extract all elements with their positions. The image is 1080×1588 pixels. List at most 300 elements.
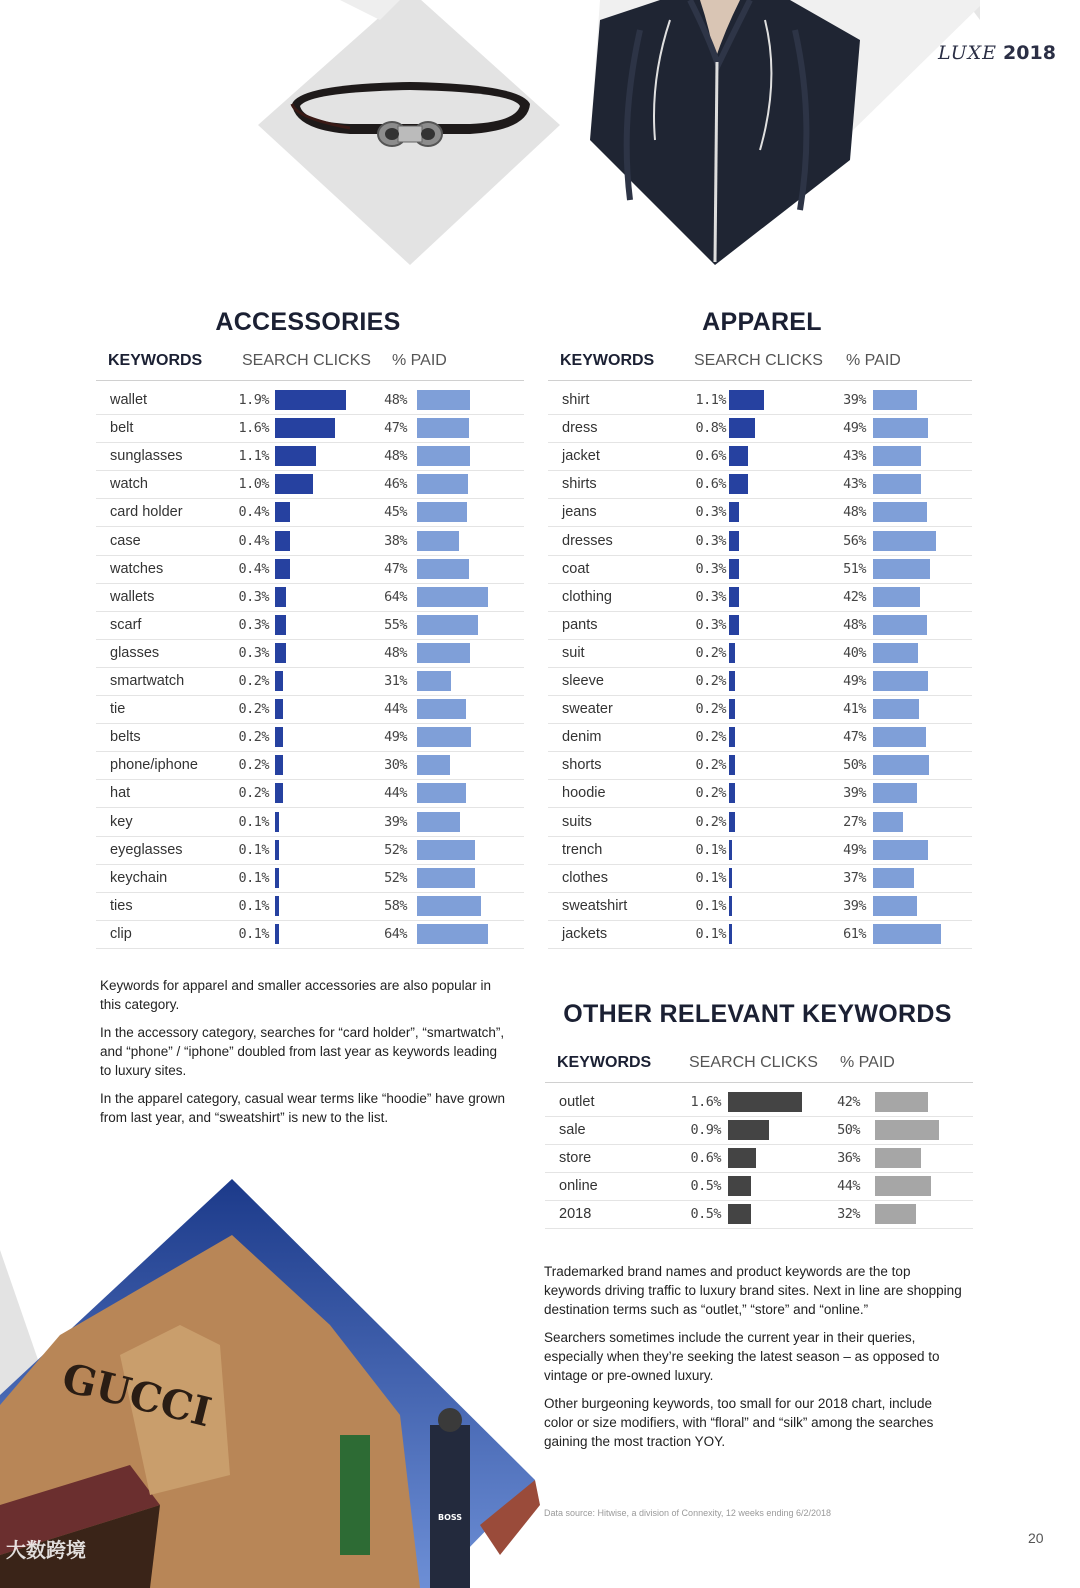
keyword-cell: sleeve: [562, 673, 604, 689]
jacket-photo: [560, 0, 980, 280]
paid-bar: [417, 727, 471, 747]
paid-bar: [873, 783, 917, 803]
search-clicks-bar: [275, 390, 346, 410]
keyword-cell: key: [110, 813, 133, 830]
accessories-title: ACCESSORIES: [215, 308, 401, 336]
search-clicks-bar: [275, 812, 279, 832]
search-clicks-cell: 0.6%: [695, 448, 726, 465]
keyword-cell: dresses: [562, 532, 613, 549]
search-clicks-bar: [729, 474, 748, 494]
keyword-cell: 2018: [559, 1206, 592, 1223]
right-paragraph: Trademarked brand names and product keywords are the top keywords driving traffic to luxury brand sites. Next in line are shopping destination terms such as “outlet,” “store” and “online.”: [544, 1264, 962, 1317]
paid-bar: [417, 531, 459, 551]
paid-cell: 56%: [843, 532, 866, 549]
search-clicks-cell: 0.2%: [238, 785, 269, 802]
paid-bar: [417, 446, 470, 466]
keyword-cell: pants: [562, 616, 598, 633]
search-clicks-cell: 0.9%: [690, 1122, 721, 1139]
paid-cell: 49%: [384, 729, 407, 746]
search-clicks-bar: [728, 1092, 802, 1112]
search-clicks-bar: [275, 783, 283, 803]
keyword-cell: case: [110, 532, 141, 549]
keyword-cell: clip: [110, 925, 132, 942]
search-clicks-bar: [728, 1148, 756, 1168]
paid-bar: [873, 699, 919, 719]
paid-bar: [873, 643, 918, 663]
search-clicks-cell: 0.3%: [695, 616, 726, 633]
table-row: [548, 498, 972, 527]
search-clicks-bar: [729, 924, 732, 944]
paid-cell: 64%: [384, 925, 407, 942]
gucci-sign: GUCCI: [57, 1354, 216, 1437]
paid-bar: [417, 896, 481, 916]
paid-bar: [873, 671, 928, 691]
search-clicks-cell: 0.5%: [690, 1206, 721, 1223]
keyword-cell: hat: [110, 785, 131, 802]
search-clicks-cell: 0.1%: [238, 813, 269, 830]
table-row: [548, 779, 972, 808]
other-keywords-title: OTHER RELEVANT KEYWORDS: [563, 1000, 952, 1028]
table-row: [545, 1172, 973, 1201]
keyword-cell: ties: [110, 897, 133, 914]
column-header-keywords: KEYWORDS: [557, 1054, 652, 1071]
search-clicks-cell: 0.2%: [695, 785, 726, 802]
table-row: [96, 920, 524, 949]
table-row: [96, 892, 524, 921]
keyword-cell: phone/iphone: [110, 757, 198, 774]
search-clicks-cell: 0.1%: [238, 869, 269, 886]
paid-bar: [873, 812, 903, 832]
paid-bar: [875, 1148, 921, 1168]
search-clicks-bar: [728, 1204, 751, 1224]
paid-bar: [875, 1204, 916, 1224]
column-header-keywords: KEYWORDS: [560, 352, 655, 369]
paid-cell: 44%: [384, 785, 407, 802]
search-clicks-bar: [275, 418, 335, 438]
search-clicks-cell: 0.2%: [695, 701, 726, 718]
search-clicks-cell: 0.2%: [238, 701, 269, 718]
paid-bar: [417, 474, 468, 494]
search-clicks-cell: 0.2%: [695, 729, 726, 746]
paid-cell: 47%: [384, 560, 407, 577]
search-clicks-cell: 0.4%: [238, 560, 269, 577]
paid-cell: 47%: [843, 729, 866, 746]
search-clicks-bar: [275, 671, 283, 691]
paid-cell: 39%: [843, 392, 866, 408]
search-clicks-cell: 0.1%: [695, 897, 726, 914]
paid-cell: 31%: [384, 673, 407, 689]
keyword-cell: coat: [562, 560, 590, 577]
search-clicks-cell: 1.0%: [238, 476, 269, 493]
search-clicks-cell: 0.2%: [695, 644, 726, 661]
paid-cell: 37%: [843, 869, 866, 886]
belt-photo: [0, 0, 560, 280]
table-row: [545, 1088, 973, 1117]
paid-cell: 40%: [843, 644, 866, 661]
paid-bar: [417, 812, 460, 832]
table-row: [548, 920, 972, 949]
search-clicks-bar: [275, 615, 286, 635]
search-clicks-cell: 0.3%: [695, 588, 726, 605]
brand-year: 2018: [1003, 42, 1056, 64]
table-row: [96, 498, 524, 527]
paid-bar: [417, 755, 450, 775]
right-paragraph: Searchers sometimes include the current year in their queries, especially when they’re seeking the latest season – as opposed to vintage or pre-owned luxury.: [544, 1330, 940, 1383]
paid-bar: [873, 896, 917, 916]
search-clicks-bar: [729, 727, 735, 747]
data-source-note: Data source: Hitwise, a division of Connexity, 12 weeks ending 6/2/2018: [544, 1508, 831, 1518]
keyword-cell: hoodie: [562, 785, 606, 802]
search-clicks-bar: [275, 502, 290, 522]
table-row: [548, 723, 972, 752]
search-clicks-cell: 0.2%: [238, 757, 269, 774]
search-clicks-bar: [729, 615, 739, 635]
search-clicks-bar: [729, 671, 735, 691]
paid-cell: 32%: [837, 1206, 860, 1223]
table-row: [96, 442, 524, 471]
keyword-cell: sale: [559, 1122, 586, 1139]
page-number: 20: [1028, 1530, 1044, 1546]
paid-cell: 39%: [843, 785, 866, 802]
paid-cell: 52%: [384, 841, 407, 858]
column-header-search-clicks: SEARCH CLICKS: [694, 352, 823, 369]
search-clicks-bar: [729, 868, 732, 888]
column-header-search-clicks: SEARCH CLICKS: [689, 1054, 818, 1071]
table-row: [96, 386, 524, 415]
search-clicks-cell: 0.6%: [690, 1150, 721, 1167]
paid-bar: [873, 446, 921, 466]
right-paragraph: Other burgeoning keywords, too small for our 2018 chart, include color or size modifiers, with “floral” and “silk” among the searches gaining the most traction YOY.: [544, 1396, 934, 1449]
table-row: [548, 611, 972, 640]
keyword-cell: trench: [562, 841, 603, 858]
search-clicks-bar: [275, 896, 279, 916]
search-clicks-bar: [275, 755, 283, 775]
search-clicks-bar: [729, 587, 739, 607]
paid-cell: 42%: [843, 588, 866, 605]
search-clicks-cell: 0.3%: [238, 588, 269, 605]
paid-cell: 30%: [384, 757, 407, 774]
header-divider: [545, 1082, 973, 1083]
table-row: [96, 667, 524, 696]
search-clicks-cell: 0.2%: [695, 673, 726, 689]
brand-name: LUXE: [938, 42, 997, 64]
paid-cell: 48%: [384, 448, 407, 465]
keyword-cell: clothes: [562, 869, 608, 886]
paid-cell: 47%: [384, 420, 407, 437]
search-clicks-cell: 0.4%: [238, 504, 269, 521]
table-row: [96, 751, 524, 780]
boss-sign: BOSS: [438, 1513, 463, 1522]
keyword-cell: sunglasses: [110, 448, 183, 465]
paid-bar: [873, 502, 927, 522]
keyword-cell: suits: [562, 813, 592, 830]
table-row: [548, 864, 972, 893]
paid-cell: 43%: [843, 448, 866, 465]
search-clicks-bar: [729, 783, 735, 803]
search-clicks-bar: [275, 699, 283, 719]
search-clicks-cell: 1.1%: [695, 392, 726, 408]
paid-bar: [417, 615, 478, 635]
paid-bar: [873, 474, 921, 494]
paid-bar: [417, 924, 488, 944]
paid-bar: [417, 868, 475, 888]
paid-cell: 50%: [843, 757, 866, 774]
paid-bar: [417, 418, 469, 438]
table-row: [548, 414, 972, 443]
paid-bar: [417, 699, 466, 719]
paid-cell: 58%: [384, 897, 407, 914]
keyword-cell: jeans: [562, 504, 597, 521]
keyword-cell: store: [559, 1150, 592, 1167]
keyword-cell: jackets: [562, 925, 608, 942]
paid-cell: 44%: [837, 1178, 860, 1195]
paid-bar: [873, 559, 930, 579]
search-clicks-cell: 0.4%: [238, 532, 269, 549]
table-row: [548, 442, 972, 471]
table-row: [548, 836, 972, 865]
paid-cell: 48%: [384, 392, 407, 408]
search-clicks-cell: 0.1%: [238, 925, 269, 942]
table-row: [548, 667, 972, 696]
paid-cell: 42%: [837, 1094, 860, 1110]
search-clicks-cell: 0.1%: [238, 897, 269, 914]
paid-bar: [873, 840, 928, 860]
keyword-cell: denim: [562, 729, 602, 746]
keyword-cell: glasses: [110, 644, 160, 661]
keyword-cell: shorts: [562, 757, 602, 774]
table-row: [96, 639, 524, 668]
paid-cell: 50%: [837, 1122, 860, 1139]
search-clicks-bar: [275, 727, 283, 747]
table-row: [96, 695, 524, 724]
paid-cell: 45%: [384, 504, 407, 521]
keyword-cell: dress: [562, 420, 598, 437]
table-row: [96, 414, 524, 443]
paid-bar: [417, 502, 467, 522]
left-paragraph: In the accessory category, searches for “card holder”, “smartwatch”, and “phone” / “iphone” doubled from last year as keywords leading to luxury sites.: [100, 1025, 505, 1078]
keyword-cell: shirt: [562, 392, 590, 408]
table-row: [96, 583, 524, 612]
keyword-cell: watches: [110, 560, 164, 577]
search-clicks-cell: 1.6%: [690, 1094, 721, 1110]
search-clicks-bar: [728, 1120, 769, 1140]
search-clicks-cell: 0.3%: [695, 560, 726, 577]
table-row: [548, 892, 972, 921]
paid-cell: 41%: [843, 701, 866, 718]
search-clicks-bar: [729, 559, 739, 579]
search-clicks-bar: [729, 699, 735, 719]
paid-cell: 55%: [384, 616, 407, 633]
paid-cell: 38%: [384, 532, 407, 549]
paid-bar: [417, 643, 470, 663]
search-clicks-cell: 0.1%: [238, 841, 269, 858]
keyword-cell: belt: [110, 420, 134, 437]
keyword-cell: eyeglasses: [110, 841, 183, 858]
search-clicks-bar: [729, 755, 735, 775]
search-clicks-bar: [728, 1176, 751, 1196]
paid-cell: 46%: [384, 476, 407, 493]
search-clicks-bar: [729, 502, 739, 522]
paid-cell: 49%: [843, 841, 866, 858]
header-divider: [548, 380, 972, 381]
paid-bar: [417, 390, 470, 410]
table-row: [96, 555, 524, 584]
keyword-cell: online: [559, 1178, 598, 1195]
search-clicks-cell: 0.3%: [238, 616, 269, 633]
keyword-cell: wallet: [110, 392, 148, 408]
column-header-paid: % PAID: [846, 352, 901, 369]
keyword-cell: watch: [110, 476, 148, 493]
search-clicks-bar: [275, 587, 286, 607]
left-paragraph: Keywords for apparel and smaller accessories are also popular in this category.: [100, 978, 491, 1012]
search-clicks-bar: [729, 390, 764, 410]
keyword-cell: shirts: [562, 476, 597, 493]
search-clicks-bar: [275, 446, 316, 466]
keyword-cell: card holder: [110, 504, 183, 521]
keyword-cell: sweater: [562, 701, 613, 718]
search-clicks-cell: 0.3%: [695, 532, 726, 549]
keyword-cell: wallets: [110, 588, 155, 605]
search-clicks-bar: [275, 840, 279, 860]
paid-cell: 44%: [384, 701, 407, 718]
search-clicks-bar: [275, 643, 286, 663]
paid-cell: 36%: [837, 1150, 860, 1167]
search-clicks-bar: [275, 531, 290, 551]
paid-cell: 61%: [843, 925, 866, 942]
search-clicks-bar: [275, 924, 279, 944]
keyword-cell: smartwatch: [110, 673, 185, 689]
left-paragraph: In the apparel category, casual wear terms like “hoodie” have grown from last year, and “sweatshirt” is new to the list.: [100, 1091, 505, 1125]
paid-cell: 48%: [843, 616, 866, 633]
paid-bar: [417, 559, 469, 579]
table-row: [96, 779, 524, 808]
search-clicks-cell: 0.1%: [695, 841, 726, 858]
paid-cell: 49%: [843, 673, 866, 689]
apparel-title: APPAREL: [702, 308, 822, 336]
paid-bar: [873, 924, 941, 944]
column-header-paid: % PAID: [840, 1054, 895, 1071]
table-row: [548, 808, 972, 837]
paid-cell: 64%: [384, 588, 407, 605]
keyword-cell: belts: [110, 729, 141, 746]
search-clicks-bar: [275, 559, 290, 579]
search-clicks-bar: [729, 643, 735, 663]
search-clicks-bar: [729, 896, 732, 916]
paid-bar: [875, 1092, 928, 1112]
paid-bar: [873, 531, 936, 551]
search-clicks-cell: 0.2%: [695, 757, 726, 774]
paid-cell: 27%: [843, 813, 866, 830]
paid-bar: [875, 1120, 939, 1140]
search-clicks-bar: [275, 868, 279, 888]
table-row: [548, 639, 972, 668]
paid-bar: [873, 390, 917, 410]
paid-bar: [875, 1176, 931, 1196]
table-row: [545, 1200, 973, 1229]
search-clicks-cell: 0.5%: [690, 1178, 721, 1195]
paid-bar: [873, 418, 928, 438]
paid-bar: [417, 840, 475, 860]
table-row: [96, 527, 524, 556]
keyword-cell: outlet: [559, 1094, 595, 1110]
header-divider: [96, 380, 524, 381]
search-clicks-cell: 0.3%: [238, 644, 269, 661]
paid-bar: [873, 755, 929, 775]
paid-bar: [417, 783, 466, 803]
paid-bar: [873, 615, 927, 635]
search-clicks-cell: 1.6%: [238, 420, 269, 437]
keyword-cell: tie: [110, 701, 126, 718]
table-row: [96, 864, 524, 893]
paid-bar: [873, 727, 926, 747]
paid-cell: 43%: [843, 476, 866, 493]
table-row: [548, 386, 972, 415]
keyword-cell: jacket: [562, 448, 600, 465]
watermark: 大数跨境: [6, 1540, 86, 1562]
search-clicks-cell: 0.3%: [695, 504, 726, 521]
search-clicks-bar: [729, 418, 755, 438]
search-clicks-cell: 0.2%: [238, 673, 269, 689]
paid-cell: 48%: [843, 504, 866, 521]
paid-cell: 49%: [843, 420, 866, 437]
search-clicks-cell: 0.6%: [695, 476, 726, 493]
paid-cell: 52%: [384, 869, 407, 886]
search-clicks-cell: 0.1%: [695, 869, 726, 886]
table-row: [96, 470, 524, 499]
search-clicks-bar: [729, 446, 748, 466]
table-row: [548, 470, 972, 499]
search-clicks-bar: [275, 474, 313, 494]
paid-cell: 51%: [843, 560, 866, 577]
paid-bar: [873, 868, 914, 888]
paid-cell: 48%: [384, 644, 407, 661]
search-clicks-cell: 0.2%: [238, 729, 269, 746]
keyword-cell: keychain: [110, 869, 168, 886]
keyword-cell: clothing: [562, 588, 612, 605]
table-row: [548, 751, 972, 780]
paid-bar: [417, 587, 488, 607]
table-row: [96, 723, 524, 752]
column-header-keywords: KEYWORDS: [108, 352, 203, 369]
table-row: [548, 695, 972, 724]
column-header-paid: % PAID: [392, 352, 447, 369]
table-row: [548, 555, 972, 584]
table-row: [545, 1116, 973, 1145]
right-commentary: [544, 1262, 964, 1460]
table-row: [548, 583, 972, 612]
table-row: [545, 1144, 973, 1173]
left-commentary: [100, 976, 510, 1136]
keyword-cell: suit: [562, 644, 585, 661]
search-clicks-cell: 1.1%: [238, 448, 269, 465]
keyword-cell: sweatshirt: [562, 897, 628, 914]
paid-bar: [417, 671, 451, 691]
search-clicks-cell: 0.8%: [695, 420, 726, 437]
search-clicks-bar: [729, 812, 735, 832]
store-photo: [0, 1175, 540, 1588]
table-row: [96, 836, 524, 865]
paid-cell: 39%: [843, 897, 866, 914]
table-row: [96, 808, 524, 837]
table-row: [96, 611, 524, 640]
table-row: [548, 527, 972, 556]
paid-cell: 39%: [384, 813, 407, 830]
search-clicks-bar: [729, 840, 732, 860]
search-clicks-cell: 0.2%: [695, 813, 726, 830]
search-clicks-cell: 0.1%: [695, 925, 726, 942]
column-header-search-clicks: SEARCH CLICKS: [242, 352, 371, 369]
paid-bar: [873, 587, 920, 607]
